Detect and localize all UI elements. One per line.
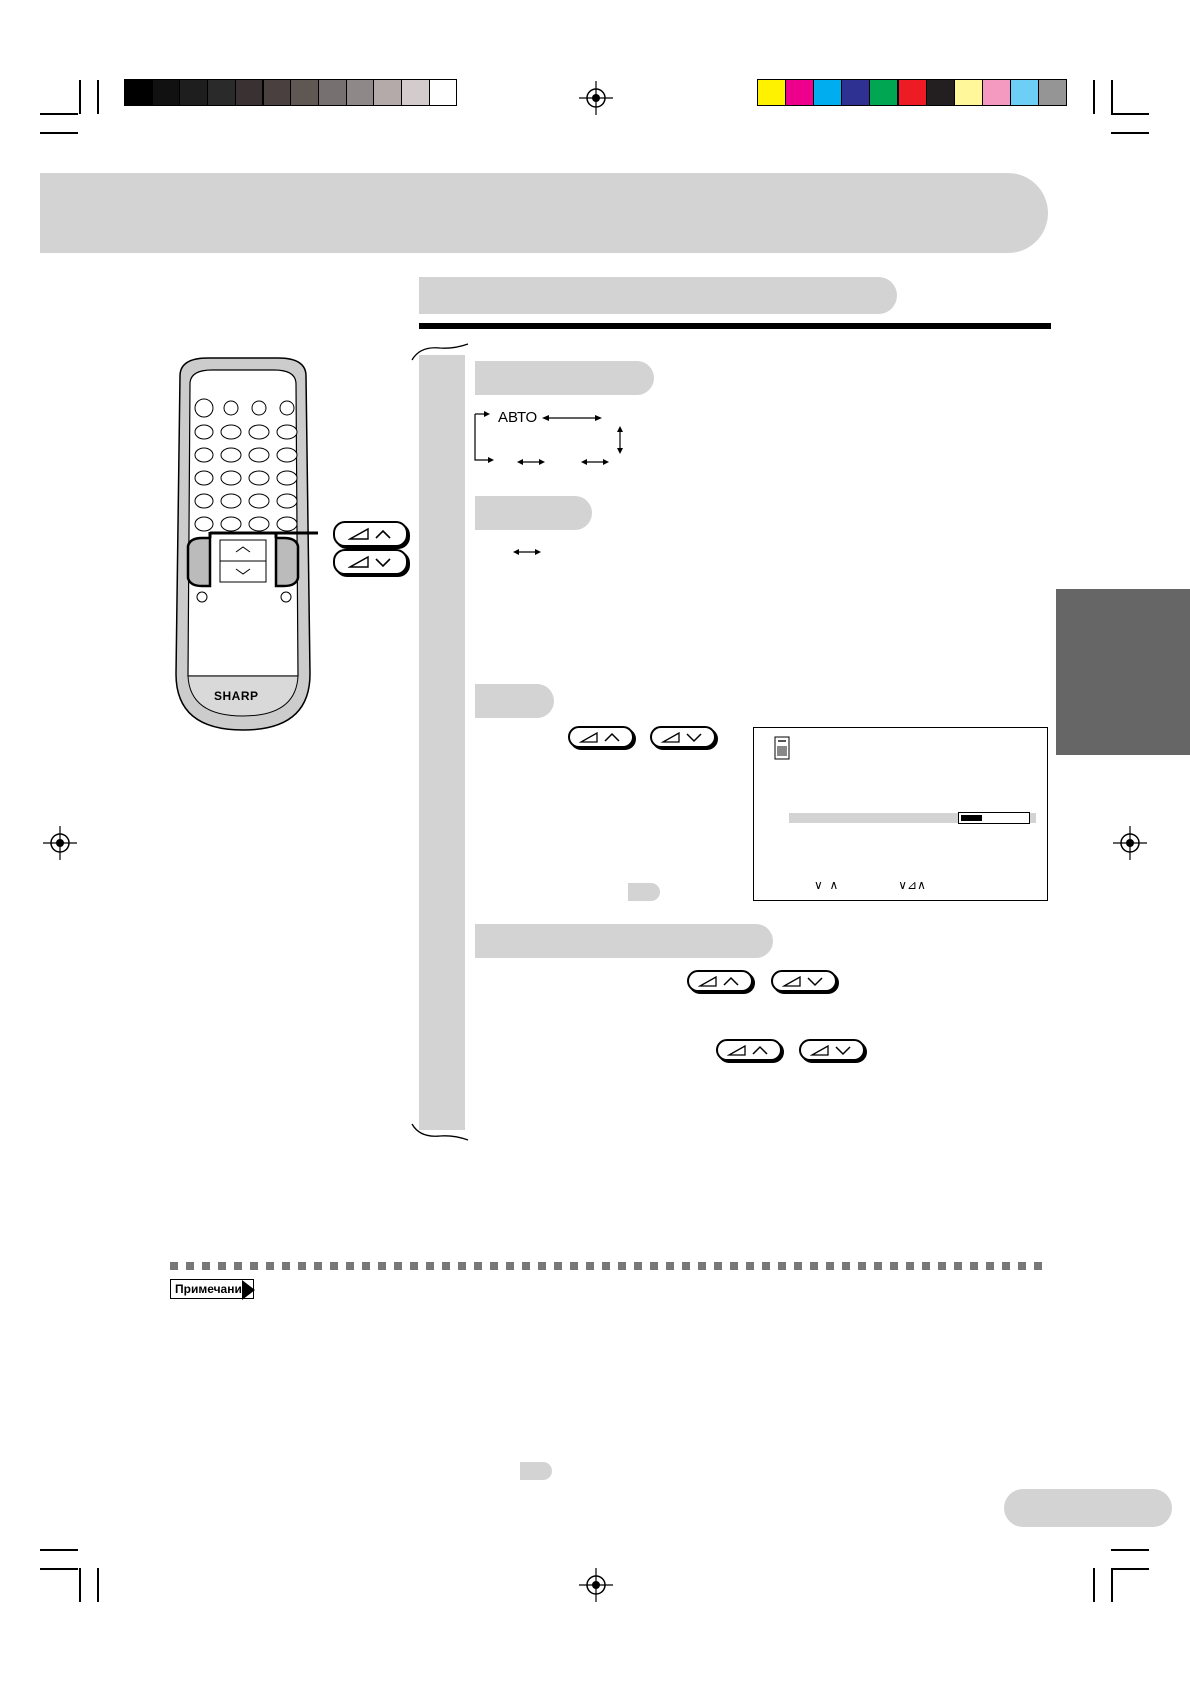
- level-bar-fill: [959, 813, 984, 823]
- color-swatch: [954, 79, 983, 106]
- gray-swatch: [124, 79, 153, 106]
- step-tab-2: [475, 496, 592, 530]
- crop-mark: [97, 1568, 99, 1602]
- color-swatch: [757, 79, 786, 106]
- remote-control: [168, 354, 318, 734]
- gray-swatch: [290, 79, 319, 106]
- volume-down-button[interactable]: [799, 1039, 865, 1061]
- gray-swatch: [207, 79, 236, 106]
- mode-cycle-diagram: [470, 404, 630, 468]
- menu-icon: [774, 736, 790, 760]
- gray-swatch: [179, 79, 208, 106]
- crop-mark: [97, 80, 99, 114]
- step-tab-3: [475, 684, 554, 718]
- step-tab-1: [475, 361, 654, 395]
- crop-mark: [1111, 113, 1149, 115]
- volume-down-button[interactable]: [771, 970, 837, 992]
- note-label: Примечание: [170, 1279, 254, 1299]
- gray-swatch: [373, 79, 402, 106]
- color-swatch: [813, 79, 842, 106]
- crop-mark: [40, 1549, 78, 1551]
- footer-pill: [1004, 1489, 1172, 1527]
- section-rule: [419, 323, 1051, 329]
- volume-up-button[interactable]: [333, 521, 408, 547]
- color-swatch: [1038, 79, 1067, 106]
- color-swatch: [982, 79, 1011, 106]
- gray-swatch: [429, 79, 458, 106]
- page-number-tag: [520, 1462, 552, 1480]
- volume-down-button[interactable]: [333, 549, 408, 575]
- crop-mark: [40, 113, 78, 115]
- volume-up-icon: [348, 527, 394, 541]
- registration-mark: [579, 1568, 613, 1602]
- crop-mark: [1111, 80, 1113, 114]
- volume-down-icon: [810, 1044, 854, 1056]
- crop-mark: [1111, 132, 1149, 134]
- volume-up-icon: [727, 1044, 771, 1056]
- registration-mark: [43, 826, 77, 860]
- registration-mark: [579, 81, 613, 115]
- volume-up-icon: [579, 731, 623, 743]
- volume-down-icon: [348, 555, 394, 569]
- brace-bottom: [410, 1122, 470, 1142]
- registration-mark: [1113, 826, 1147, 860]
- crop-mark: [79, 1568, 81, 1602]
- gray-swatch: [318, 79, 347, 106]
- dotted-separator: [170, 1262, 1050, 1270]
- volume-down-icon: [661, 731, 705, 743]
- gray-swatch: [235, 79, 264, 106]
- steps-column: [419, 355, 465, 1130]
- crop-mark: [1093, 80, 1095, 114]
- gray-swatch: [346, 79, 375, 106]
- tv-screen-display: [753, 727, 1048, 901]
- volume-up-button[interactable]: [568, 726, 634, 748]
- screen-hints: ∨ ∧ ∨⊿∧: [814, 878, 926, 892]
- color-swatch: [1010, 79, 1039, 106]
- color-swatch: [898, 79, 927, 106]
- volume-down-icon: [782, 975, 826, 987]
- mode-auto-label: АВТО: [498, 409, 538, 426]
- toggle-arrow: [512, 546, 542, 558]
- crop-mark: [40, 1568, 78, 1570]
- crop-mark: [1093, 1568, 1095, 1602]
- color-swatch: [926, 79, 955, 106]
- color-swatch: [841, 79, 870, 106]
- remote-brand-logo: SHARP: [214, 689, 259, 703]
- brace-top: [410, 342, 470, 362]
- gray-swatch: [401, 79, 430, 106]
- crop-mark: [1111, 1568, 1149, 1570]
- volume-up-icon: [698, 975, 742, 987]
- volume-down-button[interactable]: [650, 726, 716, 748]
- note-arrow-icon: [242, 1280, 255, 1300]
- section-title-band: [419, 277, 897, 314]
- color-swatch: [869, 79, 898, 106]
- small-gray-tag: [628, 883, 660, 901]
- gray-swatch: [263, 79, 292, 106]
- gray-swatch: [152, 79, 181, 106]
- crop-mark: [1111, 1568, 1113, 1602]
- chapter-side-tab: [1056, 589, 1190, 755]
- crop-mark: [40, 132, 78, 134]
- page-header-band: [40, 173, 1048, 253]
- level-bar-window: [958, 812, 1030, 824]
- crop-mark: [1111, 1549, 1149, 1551]
- volume-up-button[interactable]: [687, 970, 753, 992]
- color-swatch: [785, 79, 814, 106]
- step-tab-4: [475, 924, 773, 958]
- crop-mark: [79, 80, 81, 114]
- volume-up-button[interactable]: [716, 1039, 782, 1061]
